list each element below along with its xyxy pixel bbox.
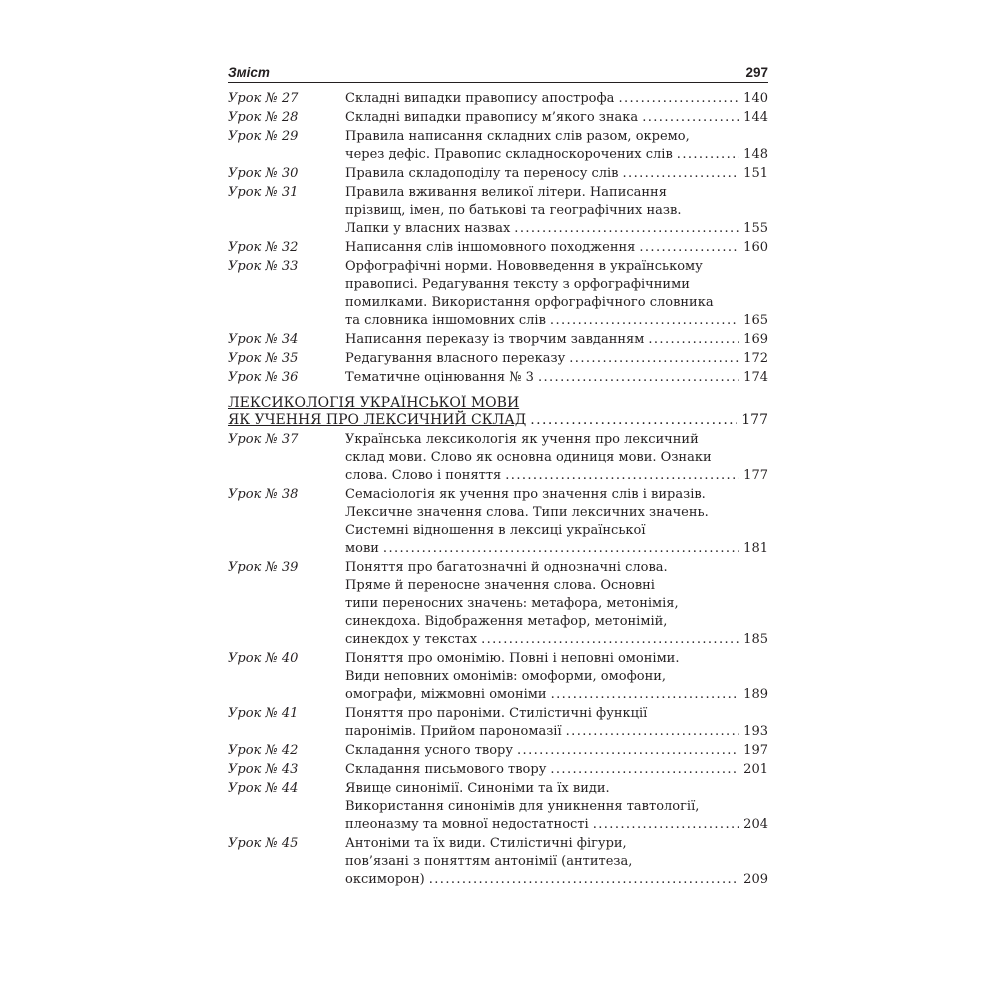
lesson-label: Урок № 38 <box>228 487 299 502</box>
entry-title <box>345 331 768 349</box>
lesson-label: Урок № 27 <box>228 91 299 106</box>
title-last-line <box>345 686 768 704</box>
title-text: омографи, міжмовні омоніми <box>345 687 547 702</box>
title-last-line <box>345 165 768 183</box>
lesson-label: Урок № 42 <box>228 743 299 758</box>
title-line: Антоніми та їх види. Стилістичні фігури, <box>345 836 627 851</box>
section-title-line-2: ЯК УЧЕННЯ ПРО ЛЕКСИЧНИЙ СКЛАД <box>228 412 527 428</box>
title-last-line <box>345 331 768 349</box>
entry-title <box>345 705 768 741</box>
title-text: Лапки у власних назвах <box>345 221 511 236</box>
title-last-line <box>345 369 768 387</box>
title-text: плеоназму та мовної недостатності <box>345 817 589 832</box>
lesson-label: Урок № 29 <box>228 129 299 144</box>
leader-dots <box>623 165 740 183</box>
toc-entry <box>228 835 768 889</box>
lesson-label: Урок № 36 <box>228 370 299 385</box>
toc-group-lexicology <box>228 431 768 889</box>
lesson-label: Урок № 32 <box>228 240 299 255</box>
entry-title <box>345 109 768 127</box>
page-number: 148 <box>743 147 768 162</box>
title-last-line <box>345 816 768 834</box>
lesson-label: Урок № 45 <box>228 836 299 851</box>
title-text: Написання слів іншомовного походження <box>345 240 636 255</box>
title-last-line <box>345 742 768 760</box>
title-line: Явище синонімії. Синоніми та їх види. <box>345 781 610 796</box>
title-last-line <box>345 467 768 485</box>
page-number: 160 <box>743 240 768 255</box>
page-number: 204 <box>743 817 768 832</box>
toc-entry <box>228 350 768 368</box>
lesson-label: Урок № 43 <box>228 762 299 777</box>
toc-entry <box>228 705 768 741</box>
title-last-line <box>345 350 768 368</box>
leader-dots <box>569 350 739 368</box>
title-last-line <box>345 109 768 127</box>
title-line: синекдоха. Відображення метафор, метонімій, <box>345 614 668 629</box>
toc-entry <box>228 486 768 558</box>
entry-title <box>345 258 768 330</box>
toc-entry <box>228 128 768 164</box>
leader-dots <box>517 742 739 760</box>
title-text: Редагування власного переказу <box>345 351 566 366</box>
leader-dots <box>566 723 740 741</box>
title-last-line <box>345 871 768 889</box>
leader-dots <box>639 239 739 257</box>
toc-entry <box>228 331 768 349</box>
page-number: 181 <box>743 541 768 556</box>
entry-title <box>345 780 768 834</box>
leader-dots <box>551 686 740 704</box>
page-number: 144 <box>743 110 768 125</box>
title-line: Поняття про пароніми. Стилістичні функції <box>345 706 648 721</box>
page-number: 201 <box>743 762 768 777</box>
lesson-label: Урок № 41 <box>228 706 299 721</box>
page-number: 155 <box>743 221 768 236</box>
page-number: 165 <box>743 313 768 328</box>
entry-title <box>345 350 768 368</box>
title-text: мови <box>345 541 379 556</box>
toc-entry <box>228 431 768 485</box>
title-text: через дефіс. Правопис складноскорочених слів <box>345 147 673 162</box>
leader-dots <box>481 631 739 649</box>
title-line: Українська лексикологія як учення про лексичний <box>345 432 699 447</box>
toc-entry <box>228 90 768 108</box>
section-heading <box>228 395 768 429</box>
entry-title <box>345 742 768 760</box>
header-title: Зміст <box>228 65 270 80</box>
title-line: Поняття про омонімію. Повні і неповні омоніми. <box>345 651 680 666</box>
title-line: правописі. Редагування тексту з орфографічними <box>345 277 690 292</box>
page-number: 185 <box>743 632 768 647</box>
lesson-label: Урок № 39 <box>228 560 299 575</box>
title-text: оксиморон) <box>345 872 425 887</box>
page-header <box>228 60 768 83</box>
toc-entry <box>228 761 768 779</box>
title-text: та словника іншомовних слів <box>345 313 546 328</box>
entry-title <box>345 165 768 183</box>
title-line: типи переносних значень: метафора, метонімія, <box>345 596 679 611</box>
title-line: Системні відношення в лексиці української <box>345 523 646 538</box>
title-text: Складні випадки правопису м’якого знака <box>345 110 639 125</box>
leader-dots <box>642 109 739 127</box>
toc-page <box>228 60 768 890</box>
toc-entry <box>228 650 768 704</box>
leader-dots <box>550 761 739 779</box>
title-last-line <box>345 312 768 330</box>
lesson-label: Урок № 37 <box>228 432 299 447</box>
table-of-contents <box>228 90 768 889</box>
title-text: синекдох у текстах <box>345 632 478 647</box>
title-text: Складні випадки правопису апострофа <box>345 91 615 106</box>
title-last-line <box>345 90 768 108</box>
title-last-line <box>345 761 768 779</box>
title-text: паронімів. Прийом парономазії <box>345 724 562 739</box>
title-text: Правила складоподілу та переносу слів <box>345 166 619 181</box>
leader-dots <box>538 369 739 387</box>
entry-title <box>345 184 768 238</box>
entry-title <box>345 835 768 889</box>
lesson-label: Урок № 28 <box>228 110 299 125</box>
leader-dots <box>505 467 739 485</box>
leader-dots <box>429 871 739 889</box>
toc-entry <box>228 109 768 127</box>
leader-dots <box>514 220 739 238</box>
entry-title <box>345 369 768 387</box>
title-line: Поняття про багатозначні й однозначні слова. <box>345 560 668 575</box>
title-last-line <box>345 723 768 741</box>
title-text: Складання письмового твору <box>345 762 547 777</box>
toc-entry <box>228 780 768 834</box>
page-number: 140 <box>743 91 768 106</box>
title-line: Семасіологія як учення про значення слів і виразів. <box>345 487 706 502</box>
toc-group-orthography <box>228 90 768 387</box>
title-last-line <box>345 631 768 649</box>
toc-entry <box>228 559 768 649</box>
toc-entry <box>228 742 768 760</box>
title-line: Використання синонімів для уникнення тавтології, <box>345 799 700 814</box>
header-page-number: 297 <box>745 65 768 80</box>
page-number: 197 <box>743 743 768 758</box>
page-number: 151 <box>743 166 768 181</box>
entry-title <box>345 650 768 704</box>
entry-title <box>345 486 768 558</box>
leader-dots <box>677 146 739 164</box>
lesson-label: Урок № 30 <box>228 166 299 181</box>
leader-dots <box>618 90 739 108</box>
page-number: 177 <box>743 468 768 483</box>
entry-title <box>345 239 768 257</box>
lesson-label: Урок № 35 <box>228 351 299 366</box>
title-line: Правила написання складних слів разом, окремо, <box>345 129 690 144</box>
toc-entry <box>228 258 768 330</box>
section-page-number: 177 <box>741 412 768 428</box>
page-number: 209 <box>743 872 768 887</box>
page-number: 174 <box>743 370 768 385</box>
leader-dots <box>383 540 739 558</box>
lesson-label: Урок № 34 <box>228 332 299 347</box>
title-line: помилками. Використання орфографічного словника <box>345 295 714 310</box>
title-line: Пряме й переносне значення слова. Основні <box>345 578 655 593</box>
title-last-line <box>345 540 768 558</box>
title-text: слова. Слово і поняття <box>345 468 502 483</box>
title-line: Орфографічні норми. Нововведення в українському <box>345 259 703 274</box>
section-title-line-1: ЛЕКСИКОЛОГІЯ УКРАЇНСЬКОЇ МОВИ <box>228 395 520 411</box>
toc-entry <box>228 184 768 238</box>
title-text: Тематичне оцінювання № 3 <box>345 370 534 385</box>
lesson-label: Урок № 31 <box>228 185 299 200</box>
page-number: 189 <box>743 687 768 702</box>
title-text: Складання усного твору <box>345 743 513 758</box>
entry-title <box>345 128 768 164</box>
title-line: пов’язані з поняттям антонімії (антитеза, <box>345 854 633 869</box>
entry-title <box>345 559 768 649</box>
entry-title <box>345 761 768 779</box>
page-number: 169 <box>743 332 768 347</box>
page-number: 172 <box>743 351 768 366</box>
lesson-label: Урок № 40 <box>228 651 299 666</box>
title-last-line <box>345 146 768 164</box>
entry-title <box>345 431 768 485</box>
leader-dots <box>530 412 737 429</box>
lesson-label: Урок № 33 <box>228 259 299 274</box>
toc-entry <box>228 369 768 387</box>
entry-title <box>345 90 768 108</box>
leader-dots <box>550 312 739 330</box>
title-text: Написання переказу із творчим завданням <box>345 332 645 347</box>
leader-dots <box>593 816 739 834</box>
title-line: прізвищ, імен, по батькові та географічних назв. <box>345 203 682 218</box>
title-last-line <box>345 220 768 238</box>
title-line: склад мови. Слово як основна одиниця мови. Ознаки <box>345 450 712 465</box>
title-line: Правила вживання великої літери. Написання <box>345 185 667 200</box>
title-line: Види неповних омонімів: омоформи, омофони, <box>345 669 667 684</box>
lesson-label: Урок № 44 <box>228 781 299 796</box>
toc-entry <box>228 165 768 183</box>
leader-dots <box>648 331 739 349</box>
toc-entry <box>228 239 768 257</box>
page-number: 193 <box>743 724 768 739</box>
title-last-line <box>345 239 768 257</box>
title-line: Лексичне значення слова. Типи лексичних значень. <box>345 505 709 520</box>
